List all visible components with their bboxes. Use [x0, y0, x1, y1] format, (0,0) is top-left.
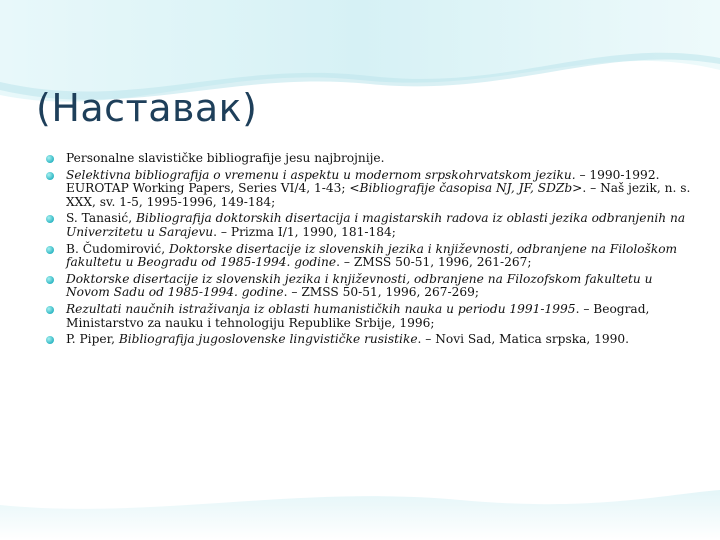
bullet-text — [66, 273, 696, 300]
bullet-text-regular: Personalne slavističke bibliografije jesu najbrojnije. — [66, 151, 385, 165]
bullet-item — [46, 169, 696, 210]
bullet-text-regular: . – Beograd, Ministarstvo za nauku i tehnologiju Republike Srbije, 1996; — [66, 301, 650, 330]
bullet-text — [66, 152, 696, 166]
bullet-item — [46, 333, 696, 347]
bullet-text-regular: . – Prizma I/1, 1990, 181-184; — [213, 224, 396, 239]
bullet-text — [66, 243, 696, 270]
bullet-text — [66, 212, 696, 239]
bullet-dot-icon — [46, 246, 54, 254]
bullet-text-regular: . – Naš jezik, n. s. XXX, sv. 1-5, 1995-1996, 149-184; — [66, 181, 691, 209]
bullet-item — [46, 303, 696, 330]
bullet-dot-icon — [46, 215, 54, 223]
bullet-text — [66, 303, 696, 330]
bullet-dot-icon — [46, 306, 54, 314]
bullet-text-regular: B. Čudomirović, — [66, 241, 169, 256]
bullet-dot-icon — [46, 155, 54, 163]
bullet-text-italic: Doktorske disertacije iz slovenskih jezika i književnosti, odbranjene na Filozofskom fakultetu u Novom Sadu od 1985-1994. godine — [66, 271, 653, 300]
bullet-text-regular: . – ZMSS 50-51, 1996, 267-269; — [283, 285, 480, 300]
bullet-dot-icon — [46, 172, 54, 180]
bullet-text-italic: Bibliografija doktorskih disertacija i magistarskih radova iz oblasti jezika odbranjenih na Univerzitetu u Sarajevu — [66, 211, 686, 239]
bullet-list — [46, 152, 696, 350]
bullet-text-regular: . – Novi Sad, Matica srpska, 1990. — [417, 332, 630, 347]
slide-title: (Наставак) — [36, 86, 258, 130]
bullet-text-regular: S. Tanasić, — [66, 211, 136, 226]
bullet-item — [46, 243, 696, 270]
bullet-text-italic: <Bibliografije časopisa NJ, JF, SDZb> — [349, 181, 583, 196]
bullet-text — [66, 333, 696, 347]
bullet-text-italic: Doktorske disertacije iz slovenskih jezika i književnosti, odbranjene na Filološkom fakultetu u Beogradu od 1985-1994. godine — [66, 241, 678, 270]
bullet-text-regular: – 1990-1992. EUROTAP Working Papers, Series VI/4, 1-43; — [66, 167, 660, 196]
bullet-dot-icon — [46, 336, 54, 344]
bullet-text-regular: . – ZMSS 50-51, 1996, 261-267; — [336, 255, 532, 270]
bullet-item — [46, 152, 696, 166]
bullet-text-italic: Rezultati naučnih istraživanja iz oblasti humanističkih nauka u periodu 1991-1995 — [66, 301, 576, 316]
bullet-text — [66, 169, 696, 210]
bullet-text-italic: Selektivna bibliografija o vremenu i aspektu u modernom srpskohrvatskom jeziku. — [66, 167, 576, 182]
bullet-text-italic: Bibliografija jugoslovenske lingvističke rusistike — [118, 332, 418, 347]
bullet-dot-icon — [46, 276, 54, 284]
bullet-item — [46, 212, 696, 239]
bullet-item — [46, 273, 696, 300]
bullet-text-regular: P. Piper, — [66, 332, 119, 347]
